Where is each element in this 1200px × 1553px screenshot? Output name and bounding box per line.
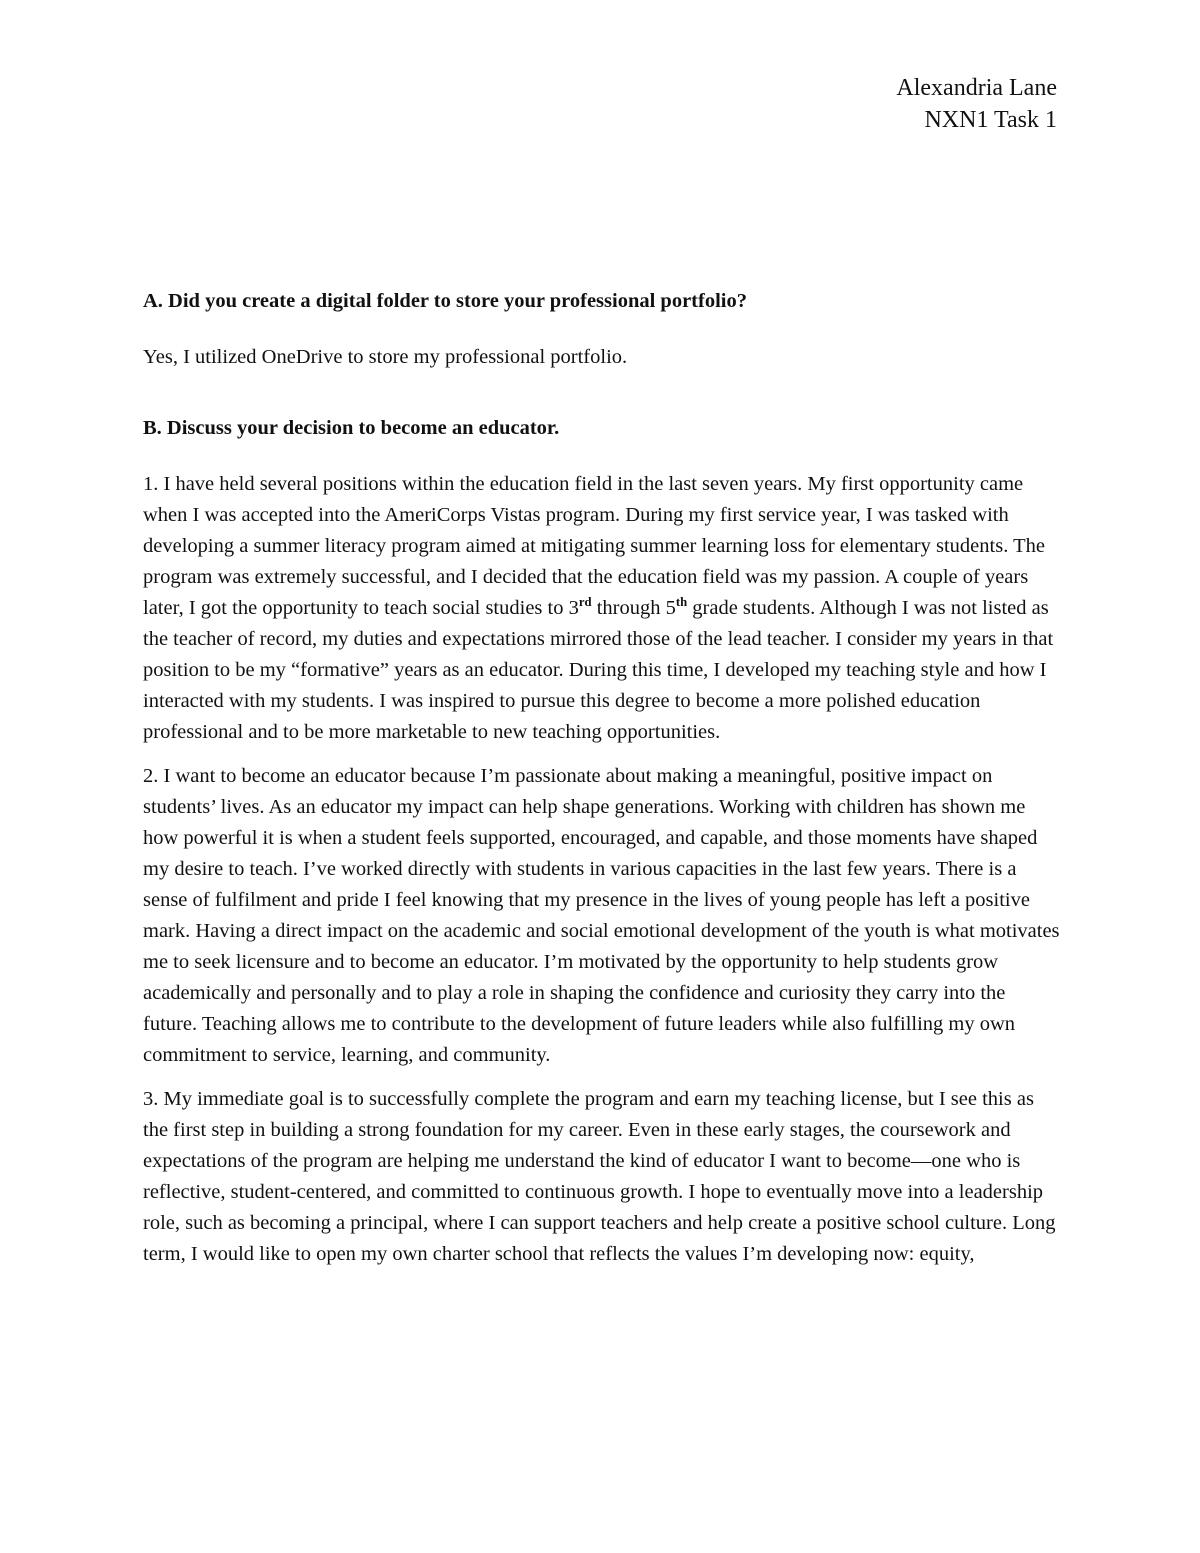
question-a: A. Did you create a digital folder to store your professional portfolio? — [143, 290, 747, 312]
paragraph-3: 3. My immediate goal is to successfully complete the program and earn my teaching license, but I see this as the first step in building a strong foundation for my career. Even in these early stages, the coursework and expectations of the program are helping me understand the kind of educator I want to become—one who is reflective, student-centered, and committed to continuous growth. I hope to eventually move into a leadership role, such as becoming a principal, where I can support teachers and help create a positive school culture. Long term, I would like to open my own charter school that reflects the values I’m developing now: equity, — [143, 1088, 1056, 1265]
answer-a: Yes, I utilized OneDrive to store my professional portfolio. — [143, 346, 628, 368]
document-header — [896, 72, 1057, 136]
paragraph-1-text-a: 1. I have held several positions within the education field in the last seven years. My first opportunity came when I was accepted into the AmeriCorps Vistas program. During my first service year, I was tasked with developing a summer literacy program aimed at mitigating summer learning loss for elementary students. The program was extremely successful, and I decided that the education field was my passion. A couple of years later, I got the opportunity to teach social studies to 3 — [143, 473, 1045, 619]
task-label: NXN1 Task 1 — [924, 107, 1057, 133]
document-body — [143, 286, 1063, 1270]
author-name: Alexandria Lane — [896, 75, 1057, 101]
paragraph-1-text-b: through 5 — [591, 597, 676, 619]
superscript-rd: rd — [578, 595, 592, 610]
paragraph-2: 2. I want to become an educator because I’m passionate about making a meaningful, positive impact on students’ lives. As an educator my impact can help shape generations. Working with children has shown me how powerful it is when a student feels supported, encouraged, and capable, and those moments have shaped my desire to teach. I’ve worked directly with students in various capacities in the last few years. There is a sense of fulfilment and pride I feel knowing that my presence in the lives of young people has left a positive mark. Having a direct impact on the academic and social emotional development of the youth is what motivates me to seek licensure and to become an educator. I’m motivated by the opportunity to help students grow academically and personally and to play a role in shaping the confidence and curiosity they carry into the future. Teaching allows me to contribute to the development of future leaders while also fulfilling my own commitment to service, learning, and community. — [143, 765, 1060, 1066]
question-b: B. Discuss your decision to become an educator. — [143, 417, 560, 439]
superscript-th: th — [675, 595, 688, 610]
paragraph-1 — [143, 469, 1063, 748]
paragraph-1-text-c: grade students. Although I was not listed as the teacher of record, my duties and expectations mirrored those of the lead teacher. I consider my years in that position to be my “formative” years as an educator. During this time, I developed my teaching style and how I interacted with my students. I was inspired to pursue this degree to become a more polished education professional and to be more marketable to new teaching opportunities. — [143, 597, 1054, 743]
